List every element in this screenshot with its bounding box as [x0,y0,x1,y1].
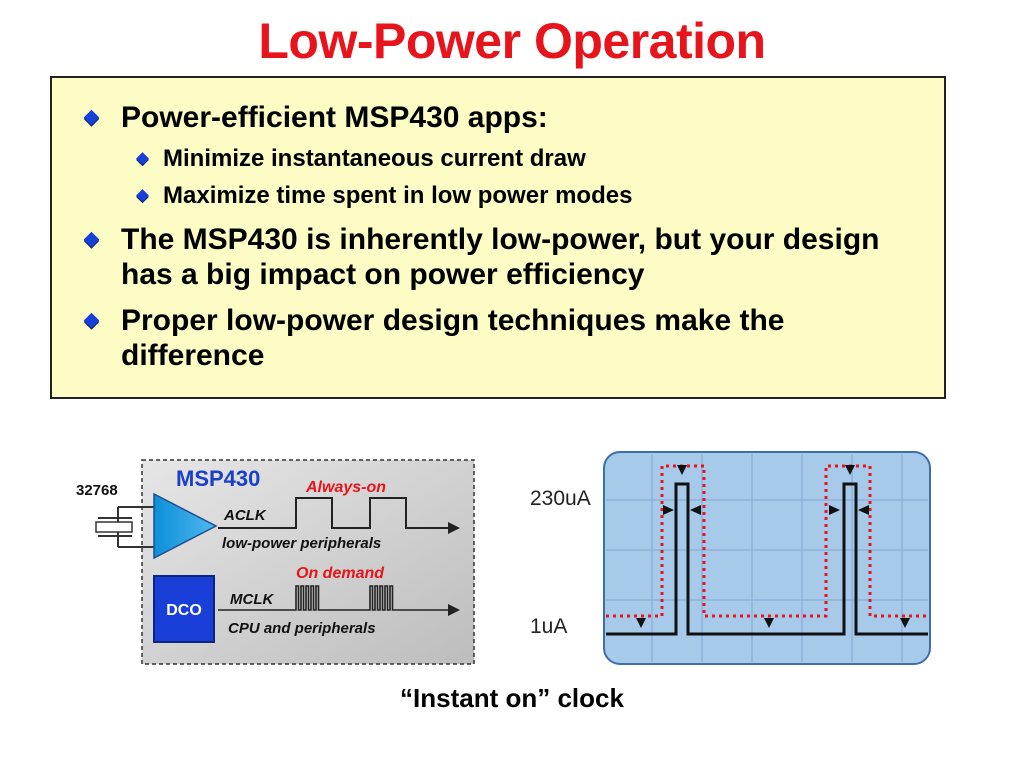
always-on-label: Always-on [306,479,387,496]
bullet-3 [80,303,900,373]
mclk-label: MCLK [230,591,274,608]
bullet-diamond-icon [84,110,100,126]
clock-system-diagram [70,452,480,668]
low-current-label: 1uA [530,615,568,638]
bullet-diamond-icon [136,152,149,165]
bullet-diamond-icon [84,232,100,248]
bullet-1-2 [134,181,854,211]
bullet-1-text: Power-efficient MSP430 apps: [121,101,548,134]
high-current-label: 230uA [530,487,591,510]
mclk-description: CPU and peripherals [228,620,376,637]
bullet-3-text: Proper low-power design techniques make the difference [121,304,785,372]
on-demand-label: On demand [296,565,385,582]
bullet-1-1 [134,144,854,174]
content-box [50,76,946,399]
bullet-2 [80,222,900,292]
chip-label: MSP430 [176,466,261,491]
bullet-1 [80,100,900,135]
bullet-1-1-text: Minimize instantaneous current draw [163,145,586,172]
dco-label: DCO [166,602,202,619]
crystal-frequency-label: 32768 [76,482,118,499]
scope-screen [604,452,930,664]
bullet-1-2-text: Maximize time spent in low power modes [163,182,633,209]
aclk-label: ACLK [224,507,266,524]
bullet-diamond-icon [136,189,149,202]
figure-caption: “Instant on” clock [400,683,624,713]
aclk-description: low-power peripherals [222,535,382,552]
bullet-diamond-icon [84,313,100,329]
bullet-2-text: The MSP430 is inherently low-power, but your design has a big impact on power efficiency [121,223,880,291]
page-title: Low-Power Operation [258,13,766,69]
current-waveform-scope [528,450,934,668]
